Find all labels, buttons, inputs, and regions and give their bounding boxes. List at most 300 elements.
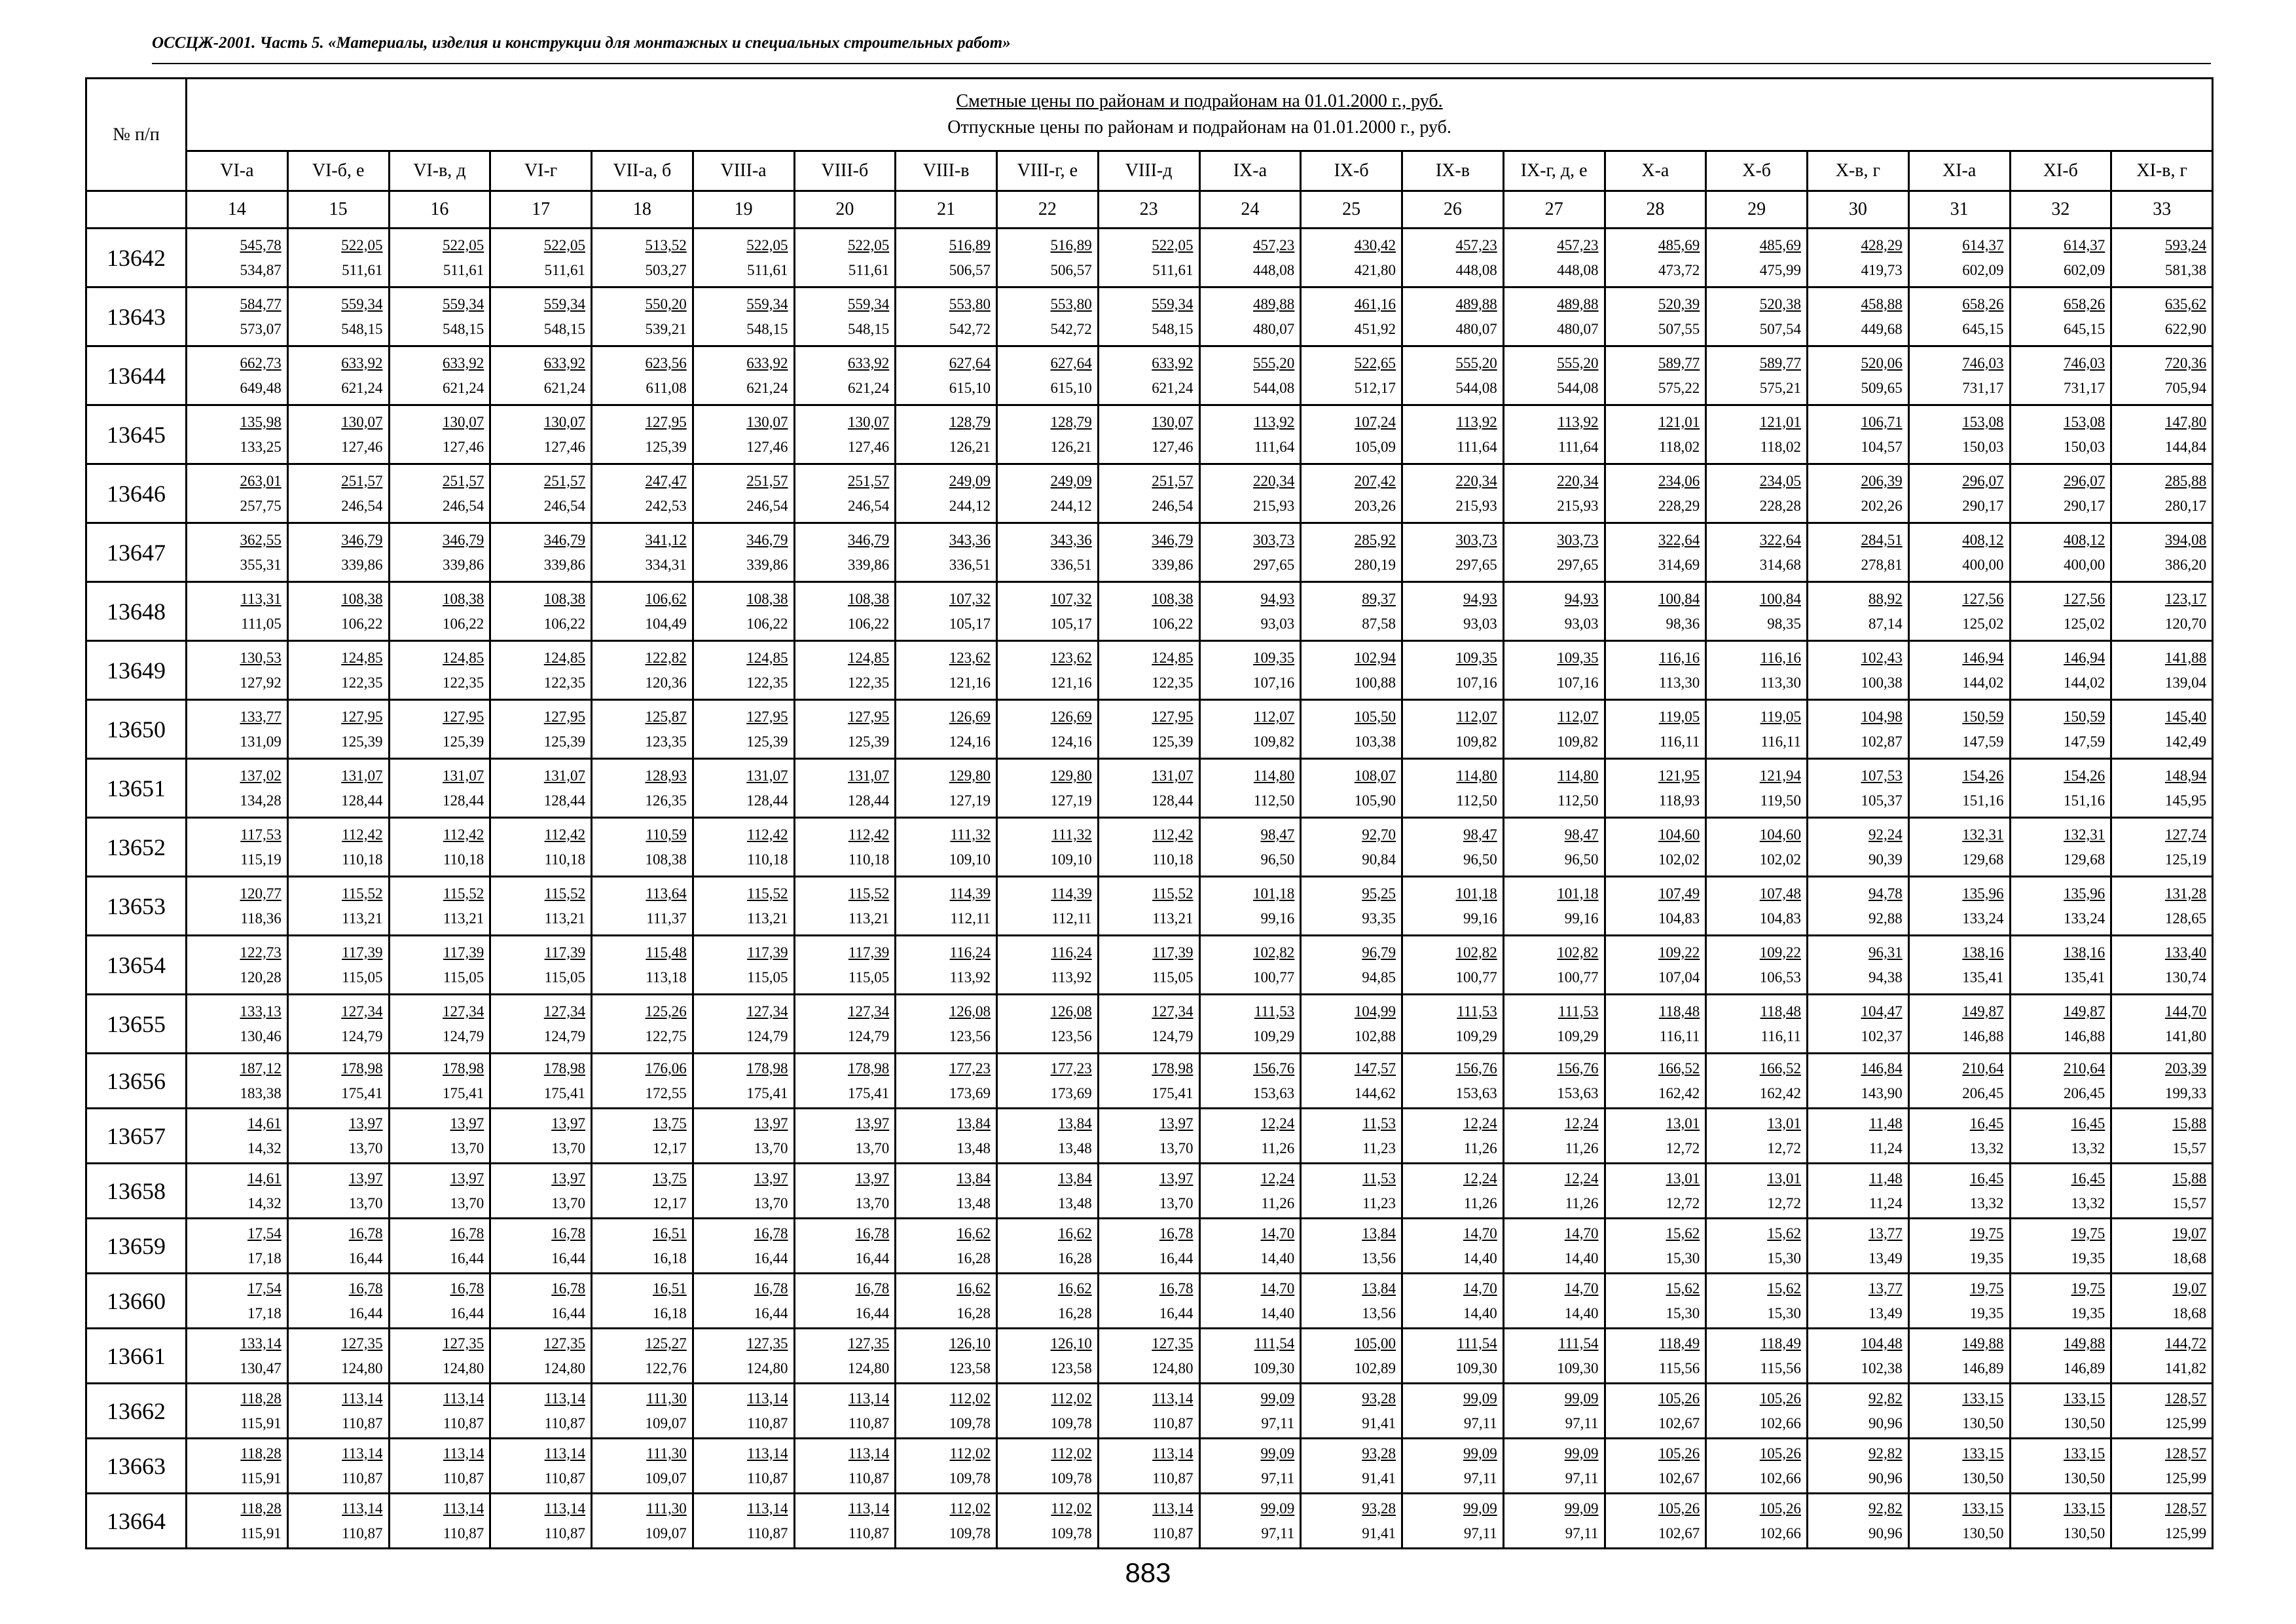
price-cell — [592, 1274, 693, 1329]
release-price: 12,72 — [1767, 1139, 1801, 1156]
release-price: 92,88 — [1868, 910, 1903, 927]
release-price: 122,35 — [746, 674, 788, 691]
release-price: 127,46 — [746, 438, 788, 455]
release-price: 102,67 — [1658, 1414, 1700, 1431]
price-cell — [896, 995, 997, 1054]
price-cell — [592, 464, 693, 523]
table-row — [86, 700, 2213, 759]
release-price: 110,87 — [443, 1414, 484, 1431]
smet-price: 156,76 — [1455, 1060, 1497, 1077]
release-price: 280,17 — [2164, 497, 2207, 514]
price-cell — [1199, 759, 1301, 818]
release-price: 127,46 — [1152, 438, 1194, 455]
smet-price: 156,76 — [1557, 1060, 1599, 1077]
release-price: 11,23 — [1362, 1194, 1396, 1211]
price-cell — [1706, 229, 1808, 287]
smet-price: 249,09 — [1050, 472, 1092, 489]
smet-price: 16,51 — [653, 1280, 687, 1297]
item-code: 13650 — [86, 700, 187, 759]
price-cell — [1908, 759, 2010, 818]
release-price: 91,41 — [1362, 1469, 1396, 1486]
table-row — [86, 936, 2213, 995]
release-price: 107,16 — [1455, 674, 1497, 691]
price-cell — [1808, 1054, 1909, 1109]
smet-price: 658,26 — [2064, 295, 2105, 312]
smet-price: 98,47 — [1564, 826, 1599, 843]
item-code: 13644 — [86, 346, 187, 405]
price-cell — [896, 287, 997, 346]
price-cell — [389, 523, 490, 582]
smet-price: 105,26 — [1658, 1500, 1700, 1517]
price-cell — [1301, 936, 1402, 995]
price-cell — [389, 995, 490, 1054]
column-number-row — [86, 191, 2213, 229]
price-cell — [287, 1164, 389, 1219]
release-price: 98,35 — [1767, 615, 1801, 632]
smet-price: 593,24 — [2164, 236, 2207, 253]
smet-price: 88,92 — [1868, 590, 1903, 607]
smet-price: 108,38 — [746, 590, 788, 607]
smet-price: 522,65 — [1354, 354, 1396, 371]
smet-price: 627,64 — [949, 354, 991, 371]
smet-price: 110,59 — [646, 826, 687, 843]
release-price: 104,83 — [1759, 910, 1801, 927]
smet-price: 130,07 — [1152, 413, 1194, 430]
price-cell — [693, 1109, 794, 1164]
release-price: 96,50 — [1564, 851, 1599, 868]
release-price: 115,91 — [240, 1524, 282, 1541]
price-cell — [1301, 346, 1402, 405]
price-cell — [187, 346, 288, 405]
smet-price: 15,62 — [1666, 1225, 1700, 1242]
smet-price: 93,28 — [1362, 1445, 1396, 1462]
release-price: 113,30 — [1760, 674, 1801, 691]
release-price: 94,38 — [1868, 969, 1903, 986]
release-price: 153,63 — [1455, 1084, 1497, 1101]
smet-price: 121,95 — [1658, 767, 1700, 784]
smet-price: 16,62 — [957, 1225, 991, 1242]
release-price: 244,12 — [1050, 497, 1092, 514]
smet-price: 131,07 — [341, 767, 383, 784]
smet-price: 614,37 — [2064, 236, 2105, 253]
release-price: 573,07 — [240, 320, 282, 337]
region-header: VIII-в — [896, 151, 997, 191]
smet-price: 16,78 — [551, 1280, 585, 1297]
price-cell — [997, 523, 1099, 582]
release-price: 13,70 — [754, 1194, 788, 1211]
smet-price: 117,39 — [443, 944, 484, 961]
release-price: 13,56 — [1362, 1249, 1396, 1266]
release-price: 124,80 — [341, 1359, 383, 1376]
item-code: 13653 — [86, 877, 187, 936]
price-cell — [490, 995, 592, 1054]
release-price: 507,55 — [1658, 320, 1700, 337]
release-price: 125,39 — [543, 733, 585, 750]
release-price: 12,17 — [653, 1139, 687, 1156]
price-cell — [693, 1329, 794, 1384]
release-price: 16,44 — [348, 1249, 383, 1266]
price-cell — [1605, 464, 1706, 523]
price-cell — [2111, 995, 2213, 1054]
price-cell — [287, 1219, 389, 1274]
release-price: 16,18 — [653, 1304, 687, 1321]
smet-price: 121,94 — [1759, 767, 1801, 784]
smet-price: 553,80 — [949, 295, 991, 312]
price-cell — [1605, 1494, 1706, 1549]
price-cell — [1301, 641, 1402, 700]
release-price: 130,47 — [240, 1359, 282, 1376]
smet-price: 14,61 — [247, 1170, 282, 1187]
price-cell — [389, 405, 490, 464]
item-code: 13657 — [86, 1109, 187, 1164]
smet-price: 108,38 — [848, 590, 890, 607]
smet-price: 94,93 — [1564, 590, 1599, 607]
price-cell — [1808, 287, 1909, 346]
release-price: 246,54 — [443, 497, 484, 514]
price-cell — [389, 877, 490, 936]
release-price: 512,17 — [1354, 379, 1396, 396]
release-price: 109,29 — [1253, 1027, 1295, 1044]
price-cell — [1199, 936, 1301, 995]
release-price: 125,39 — [341, 733, 383, 750]
price-cell — [592, 523, 693, 582]
smet-price: 13,97 — [754, 1115, 788, 1132]
release-price: 449,68 — [1861, 320, 1903, 337]
column-number: 27 — [1503, 191, 1605, 229]
smet-price: 112,02 — [1051, 1445, 1092, 1462]
smet-price: 98,47 — [1260, 826, 1295, 843]
release-price: 146,89 — [2064, 1359, 2105, 1376]
smet-price: 107,53 — [1861, 767, 1903, 784]
release-price: 339,86 — [746, 556, 788, 573]
release-price: 621,24 — [746, 379, 788, 396]
price-cell — [896, 582, 997, 641]
price-cell — [1706, 700, 1808, 759]
price-cell — [794, 936, 896, 995]
title-smet-prices: Сметные цены по районам и подрайонам на 01.01.2000 г., руб. — [956, 91, 1443, 111]
item-code: 13646 — [86, 464, 187, 523]
price-cell — [389, 1219, 490, 1274]
table-row — [86, 346, 2213, 405]
price-cell — [1808, 1494, 1909, 1549]
price-cell — [1808, 995, 1909, 1054]
smet-price: 102,82 — [1455, 944, 1497, 961]
price-cell — [287, 582, 389, 641]
smet-price: 144,70 — [2164, 1003, 2207, 1020]
release-price: 175,41 — [848, 1084, 890, 1101]
price-cell — [490, 1439, 592, 1494]
smet-price: 153,08 — [1962, 413, 2004, 430]
release-price: 12,72 — [1666, 1139, 1700, 1156]
release-price: 228,29 — [1658, 497, 1700, 514]
release-price: 162,42 — [1658, 1084, 1700, 1101]
release-price: 106,22 — [1152, 615, 1194, 632]
price-cell — [1605, 1384, 1706, 1439]
smet-price: 113,14 — [848, 1500, 890, 1517]
price-cell — [490, 1274, 592, 1329]
release-price: 124,79 — [848, 1027, 890, 1044]
release-price: 503,27 — [645, 261, 687, 278]
smet-price: 133,13 — [240, 1003, 282, 1020]
smet-price: 13,97 — [754, 1170, 788, 1187]
smet-price: 93,28 — [1362, 1500, 1396, 1517]
release-price: 507,54 — [1759, 320, 1801, 337]
price-cell — [693, 1439, 794, 1494]
smet-price: 116,24 — [949, 944, 991, 961]
release-price: 534,87 — [240, 261, 282, 278]
release-price: 115,05 — [342, 969, 383, 986]
price-cell — [1098, 818, 1199, 877]
region-header: VI-г — [490, 151, 592, 191]
smet-price: 16,78 — [450, 1280, 484, 1297]
release-price: 102,66 — [1759, 1414, 1801, 1431]
release-price: 110,87 — [747, 1524, 788, 1541]
price-cell — [1605, 759, 1706, 818]
smet-price: 13,97 — [348, 1115, 383, 1132]
release-price: 130,50 — [1962, 1524, 2004, 1541]
smet-price: 131,07 — [746, 767, 788, 784]
table-row — [86, 877, 2213, 936]
smet-price: 128,57 — [2164, 1390, 2207, 1407]
smet-price: 545,78 — [240, 236, 282, 253]
release-price: 511,61 — [544, 261, 585, 278]
price-cell — [896, 346, 997, 405]
price-cell — [1199, 405, 1301, 464]
price-cell — [389, 1109, 490, 1164]
price-cell — [287, 1494, 389, 1549]
smet-price: 117,39 — [342, 944, 383, 961]
price-cell — [794, 287, 896, 346]
smet-price: 133,15 — [1962, 1445, 2004, 1462]
smet-price: 107,32 — [1050, 590, 1092, 607]
price-cell — [896, 759, 997, 818]
release-price: 105,09 — [1354, 438, 1396, 455]
price-cell — [1706, 1329, 1808, 1384]
smet-price: 126,08 — [1050, 1003, 1092, 1020]
smet-price: 522,05 — [746, 236, 788, 253]
smet-price: 126,08 — [949, 1003, 991, 1020]
release-price: 110,18 — [443, 851, 484, 868]
release-price: 11,24 — [1868, 1194, 1903, 1211]
price-cell — [2010, 582, 2111, 641]
release-price: 139,04 — [2164, 674, 2207, 691]
price-cell — [1605, 936, 1706, 995]
release-price: 15,30 — [1666, 1249, 1700, 1266]
smet-price: 489,88 — [1557, 295, 1599, 312]
smet-price: 111,53 — [1254, 1003, 1295, 1020]
smet-price: 116,16 — [1658, 649, 1700, 666]
price-cell — [1301, 405, 1402, 464]
price-cell — [1503, 1494, 1605, 1549]
price-cell — [1503, 877, 1605, 936]
release-price: 110,87 — [848, 1524, 890, 1541]
smet-price: 234,05 — [1759, 472, 1801, 489]
smet-price: 522,05 — [341, 236, 383, 253]
release-price: 109,82 — [1253, 733, 1295, 750]
item-code: 13663 — [86, 1439, 187, 1494]
smet-price: 99,09 — [1463, 1500, 1497, 1517]
release-price: 93,03 — [1260, 615, 1295, 632]
price-cell — [1301, 877, 1402, 936]
smet-price: 522,05 — [543, 236, 585, 253]
release-price: 215,93 — [1557, 497, 1599, 514]
smet-price: 114,80 — [1253, 767, 1295, 784]
price-cell — [2111, 1494, 2213, 1549]
price-cell — [187, 1054, 288, 1109]
release-price: 336,51 — [1050, 556, 1092, 573]
release-price: 125,02 — [1962, 615, 2004, 632]
smet-price: 550,20 — [645, 295, 687, 312]
release-price: 150,03 — [2064, 438, 2105, 455]
release-price: 128,44 — [543, 792, 585, 809]
smet-price: 112,42 — [747, 826, 788, 843]
release-price: 90,96 — [1868, 1469, 1903, 1486]
smet-price: 220,34 — [1455, 472, 1497, 489]
smet-price: 394,08 — [2164, 531, 2207, 548]
price-cell — [187, 1219, 288, 1274]
release-price: 104,83 — [1658, 910, 1700, 927]
release-price: 146,88 — [1962, 1027, 2004, 1044]
smet-price: 121,01 — [1658, 413, 1700, 430]
smet-price: 19,07 — [2172, 1280, 2207, 1297]
price-cell — [794, 1494, 896, 1549]
release-price: 13,70 — [551, 1139, 585, 1156]
smet-price: 13,01 — [1666, 1115, 1700, 1132]
release-price: 110,87 — [848, 1414, 890, 1431]
release-price: 16,28 — [1058, 1249, 1092, 1266]
item-code: 13647 — [86, 523, 187, 582]
price-cell — [1402, 1439, 1504, 1494]
price-cell — [1605, 346, 1706, 405]
price-cell — [794, 818, 896, 877]
release-price: 544,08 — [1557, 379, 1599, 396]
release-price: 116,11 — [1659, 733, 1700, 750]
price-cell — [592, 818, 693, 877]
smet-price: 112,02 — [949, 1390, 991, 1407]
smet-price: 251,57 — [443, 472, 484, 489]
price-cell — [187, 1274, 288, 1329]
release-price: 16,44 — [551, 1249, 585, 1266]
item-code: 13661 — [86, 1329, 187, 1384]
release-price: 15,30 — [1666, 1304, 1700, 1321]
price-cell — [997, 1109, 1099, 1164]
price-cell — [1199, 464, 1301, 523]
price-cell — [997, 1164, 1099, 1219]
price-cell — [1199, 1494, 1301, 1549]
release-price: 97,11 — [1261, 1469, 1295, 1486]
release-price: 90,96 — [1868, 1414, 1903, 1431]
release-price: 90,96 — [1868, 1524, 1903, 1541]
release-price: 126,35 — [645, 792, 687, 809]
price-cell — [1098, 700, 1199, 759]
smet-price: 133,15 — [1962, 1500, 2004, 1517]
price-cell — [389, 582, 490, 641]
price-cell — [1402, 287, 1504, 346]
price-cell — [1908, 1219, 2010, 1274]
price-cell — [1808, 818, 1909, 877]
price-cell — [1402, 582, 1504, 641]
price-cell — [2111, 1164, 2213, 1219]
price-cell — [389, 1054, 490, 1109]
release-price: 109,82 — [1557, 733, 1599, 750]
price-cell — [1503, 759, 1605, 818]
smet-price: 662,73 — [240, 354, 282, 371]
table-row — [86, 1109, 2213, 1164]
release-price: 105,17 — [1050, 615, 1092, 632]
price-cell — [1808, 936, 1909, 995]
smet-price: 589,77 — [1759, 354, 1801, 371]
release-price: 511,61 — [747, 261, 788, 278]
smet-price: 13,01 — [1666, 1170, 1700, 1187]
item-code: 13654 — [86, 936, 187, 995]
smet-price: 553,80 — [1050, 295, 1092, 312]
release-price: 480,07 — [1253, 320, 1295, 337]
price-cell — [794, 1384, 896, 1439]
table-row — [86, 1219, 2213, 1274]
smet-price: 614,37 — [1962, 236, 2004, 253]
price-cell — [1706, 1109, 1808, 1164]
price-cell — [187, 287, 288, 346]
release-price: 107,16 — [1557, 674, 1599, 691]
price-cell — [997, 405, 1099, 464]
smet-price: 107,32 — [949, 590, 991, 607]
price-cell — [693, 759, 794, 818]
price-cell — [1503, 582, 1605, 641]
price-cell — [1098, 877, 1199, 936]
release-price: 109,30 — [1557, 1359, 1599, 1376]
price-cell — [592, 700, 693, 759]
smet-price: 112,07 — [1456, 708, 1497, 725]
smet-price: 109,22 — [1658, 944, 1700, 961]
price-cell — [896, 1274, 997, 1329]
smet-price: 346,79 — [848, 531, 890, 548]
release-price: 144,84 — [2164, 438, 2207, 455]
release-price: 125,99 — [2164, 1524, 2207, 1541]
release-price: 145,95 — [2164, 792, 2207, 809]
release-price: 14,40 — [1463, 1249, 1497, 1266]
smet-price: 13,97 — [450, 1115, 484, 1132]
smet-price: 130,07 — [341, 413, 383, 430]
smet-price: 125,26 — [645, 1003, 687, 1020]
price-cell — [592, 1219, 693, 1274]
smet-price: 126,69 — [949, 708, 991, 725]
release-price: 127,19 — [949, 792, 991, 809]
price-cell — [2111, 1384, 2213, 1439]
price-cell — [2010, 1109, 2111, 1164]
release-price: 16,44 — [1159, 1304, 1194, 1321]
price-cell — [287, 1384, 389, 1439]
price-cell — [287, 346, 389, 405]
smet-price: 109,35 — [1253, 649, 1295, 666]
price-cell — [1301, 818, 1402, 877]
smet-price: 112,07 — [1253, 708, 1295, 725]
release-price: 121,16 — [949, 674, 991, 691]
price-cell — [1402, 229, 1504, 287]
smet-price: 322,64 — [1658, 531, 1700, 548]
release-price: 314,69 — [1658, 556, 1700, 573]
release-price: 115,56 — [1658, 1359, 1700, 1376]
smet-price: 485,69 — [1759, 236, 1801, 253]
release-price: 13,70 — [348, 1139, 383, 1156]
price-cell — [794, 1274, 896, 1329]
price-cell — [1098, 1329, 1199, 1384]
price-cell — [1706, 405, 1808, 464]
smet-price: 126,69 — [1050, 708, 1092, 725]
smet-price: 131,07 — [1152, 767, 1194, 784]
release-price: 116,11 — [1659, 1027, 1700, 1044]
release-price: 124,79 — [341, 1027, 383, 1044]
price-cell — [1301, 995, 1402, 1054]
